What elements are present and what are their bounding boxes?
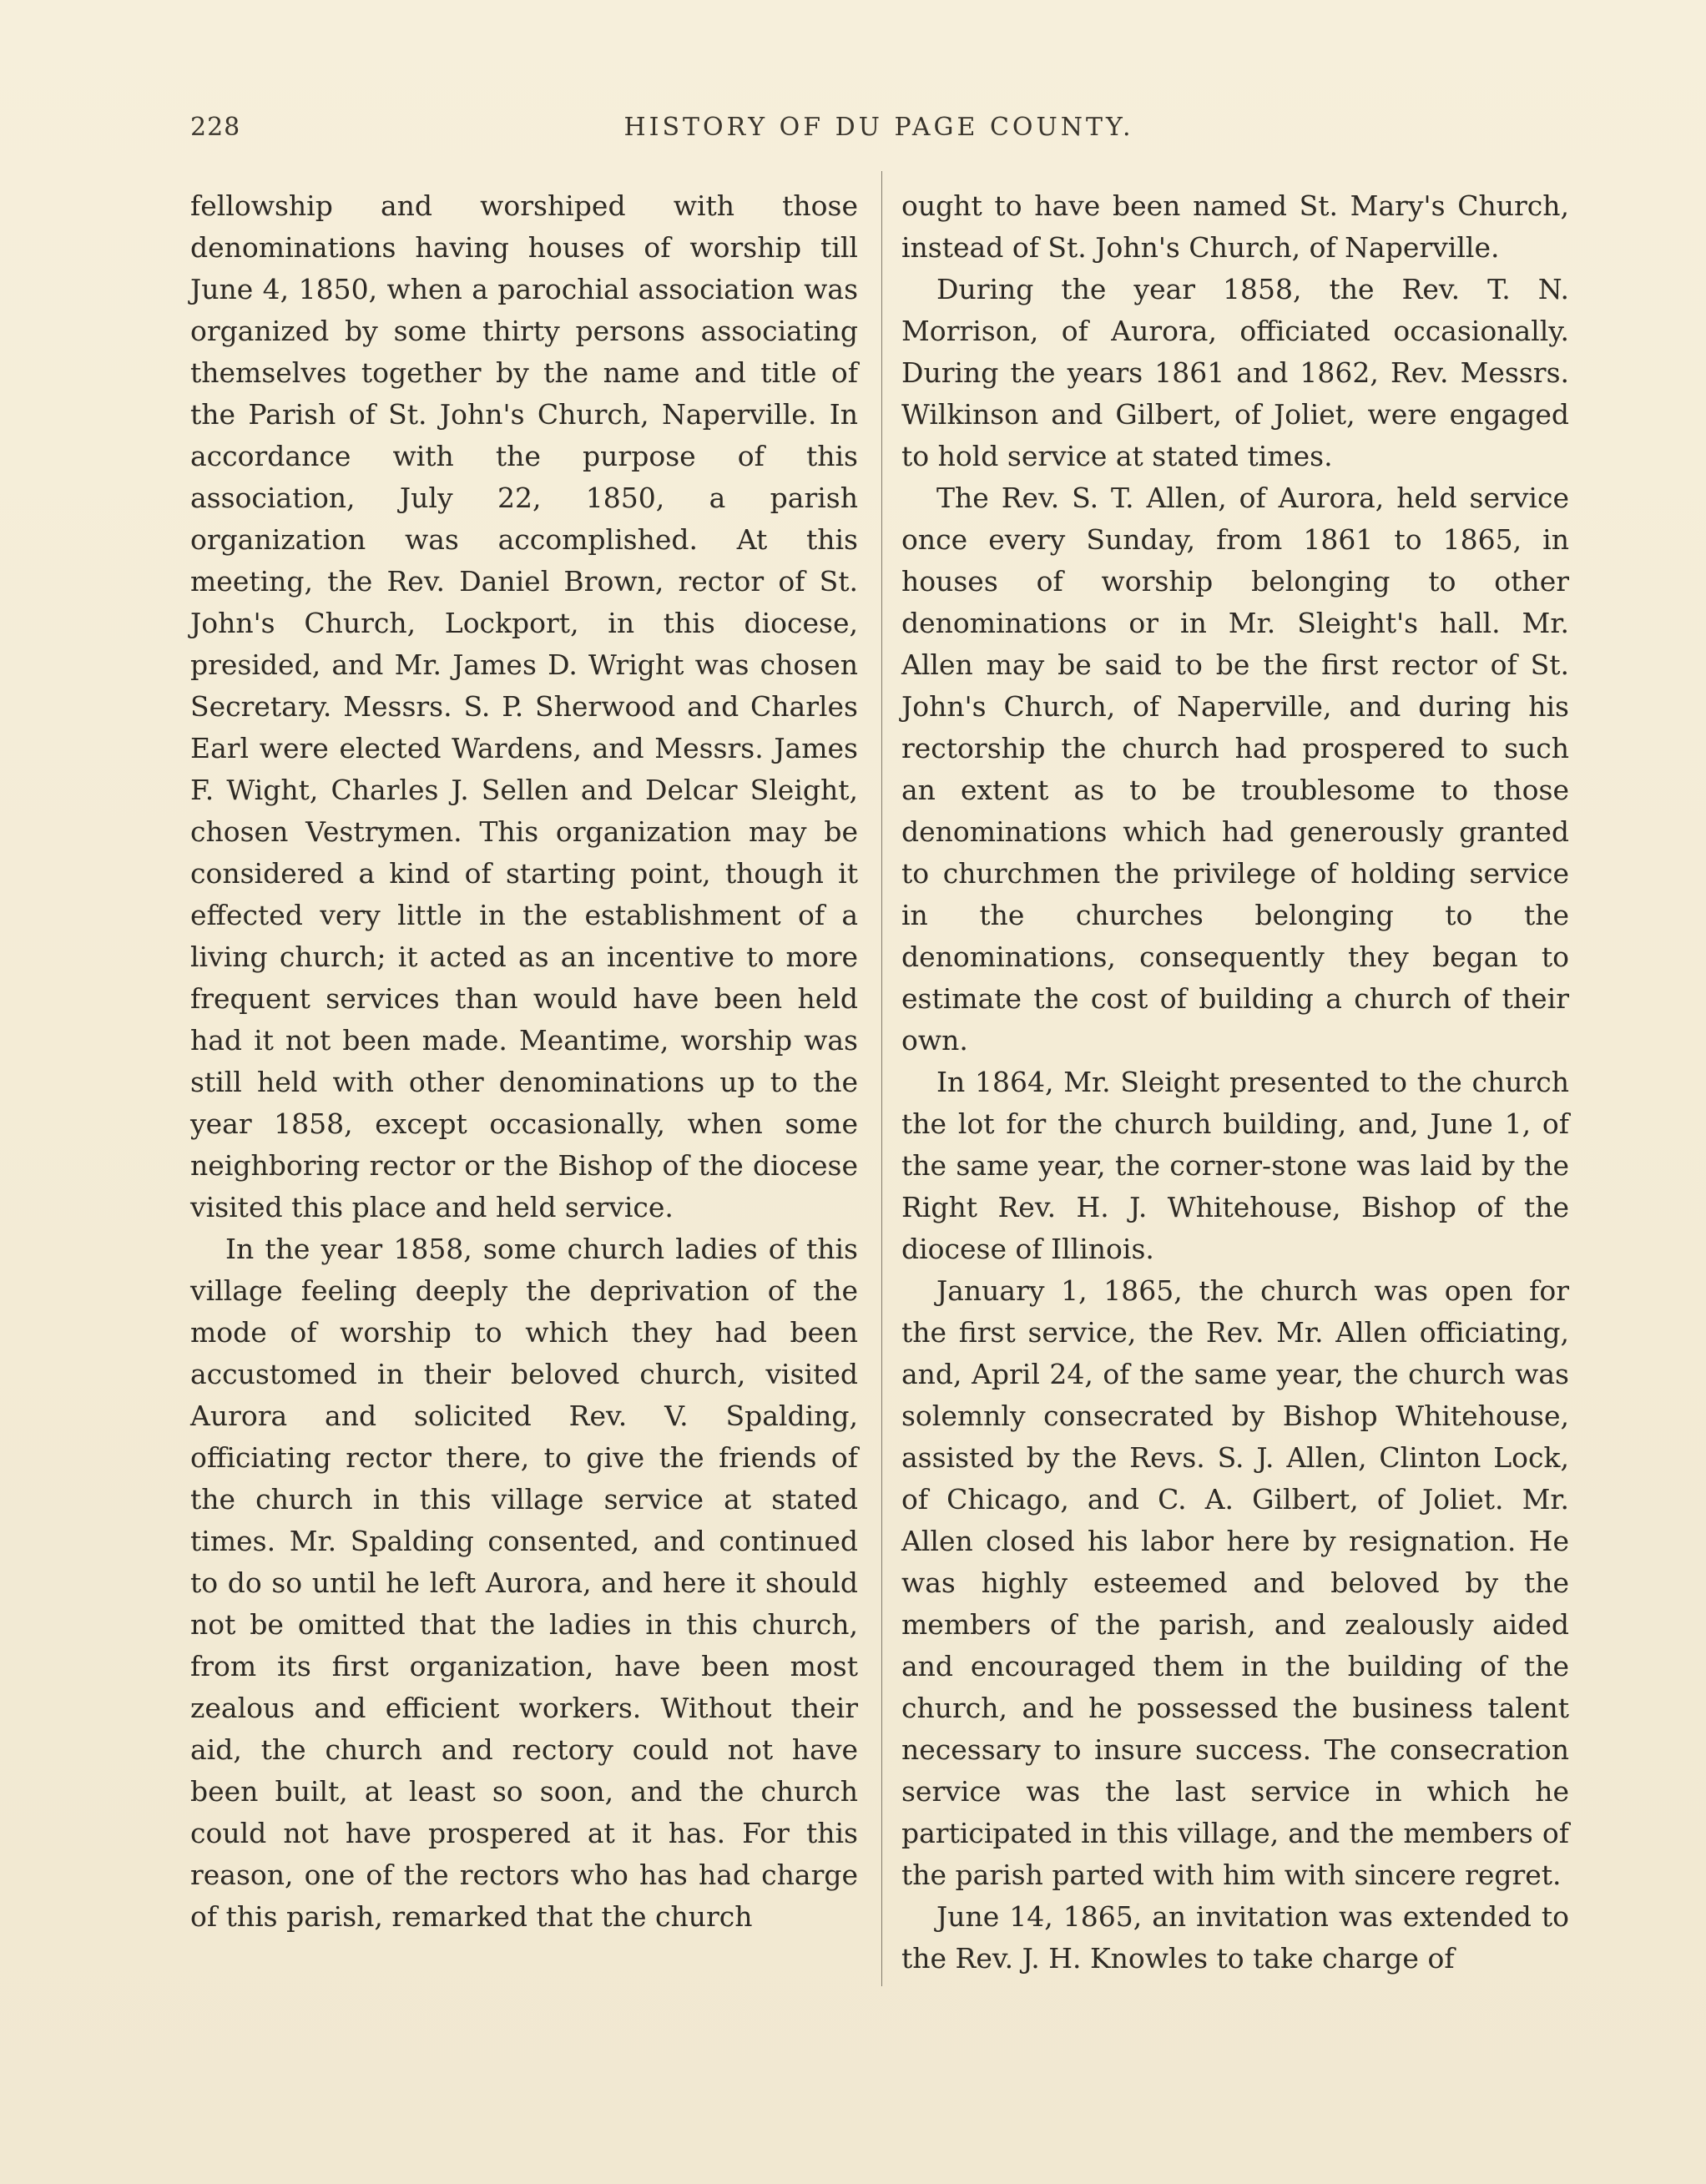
right-paragraph-1: ought to have been named St. Mary's Church, instead of St. John's Church, of Naperville. [901,189,1569,264]
right-paragraph-6: June 14, 1865, an invitation was extended to the Rev. J. H. Knowles to take charge of [901,1900,1569,1975]
right-column [901,185,1569,1980]
right-paragraph-2: During the year 1858, the Rev. T. N. Morrison, of Aurora, officiated occasionally. During the years 1861 and 1862, Rev. Messrs. Wilkinson and Gilbert, of Joliet, were engaged to hold service at stated times. [901,273,1569,472]
page-number: 228 [190,113,241,142]
right-paragraph-4: In 1864, Mr. Sleight presented to the church the lot for the church building, and, June 1, of the same year, the corner-stone was laid by the Right Rev. H. J. Whitehouse, Bishop of the diocese of Illinois. [901,1066,1569,1265]
left-column [190,185,858,1938]
left-paragraph-2: In the year 1858, some church ladies of this village feeling deeply the deprivation of the mode of worship to which they had been accustomed in their beloved church, visited Aurora and solicited Rev. V. Spalding, officiating rector there, to give the friends of the church in this village service at stated times. Mr. Spalding consented, and continued to do so until he left Aurora, and here it should not be omitted that the ladies in this church, from its first organization, have been most zealous and efficient workers. Without their aid, the church and rectory could not have been built, at least so soon, and the church could not have prospered at it has. For this reason, one of the rectors who has had charge of this parish, remarked that the church [190,1233,858,1933]
page-header [190,113,1567,163]
left-paragraph-1: fellowship and worshiped with those denominations having houses of worship till June 4, 1850, when a parochial association was organized by some thirty persons associating themselves together by the name and title of the Parish of St. John's Church, Naperville. In accordance with the purpose of this association, July 22, 1850, a parish organization was accomplished. At this meeting, the Rev. Daniel Brown, rector of St. John's Church, Lockport, in this diocese, presided, and Mr. James D. Wright was chosen Secretary. Messrs. S. P. Sherwood and Charles Earl were elected Wardens, and Messrs. James F. Wight, Charles J. Sellen and Delcar Sleight, chosen Vestrymen. This organization may be considered a kind of starting point, though it effected very little in the establishment of a living church; it acted as an incentive to more frequent services than would have been held had it not been made. Meantime, worship was still held with other denominations up to the year 1858, except occasionally, when some neighboring rector or the Bishop of the diocese visited this place and held service. [190,189,858,1223]
column-divider [881,171,882,1986]
right-paragraph-3: The Rev. S. T. Allen, of Aurora, held service once every Sunday, from 1861 to 1865, in houses of worship belonging to other denominations or in Mr. Sleight's hall. Mr. Allen may be said to be the first rector of St. John's Church, of Naperville, and during his rectorship the church had prospered to such an extent as to be troublesome to those denominations which had generously granted to churchmen the privilege of holding service in the churches belonging to the denominations, consequently they began to estimate the cost of building a church of their own. [901,482,1569,1057]
right-paragraph-5: January 1, 1865, the church was open for the first service, the Rev. Mr. Allen officiating, and, April 24, of the same year, the church was solemnly consecrated by Bishop Whitehouse, assisted by the Revs. S. J. Allen, Clinton Lock, of Chicago, and C. A. Gilbert, of Joliet. Mr. Allen closed his labor here by resignation. He was highly esteemed and beloved by the members of the parish, and zealously aided and encouraged them in the building of the church, and he possessed the business talent necessary to insure success. The consecration service was the last service in which he participated in this village, and the members of the parish parted with him with sincere regret. [901,1274,1569,1891]
running-title: HISTORY OF DU PAGE COUNTY. [623,113,1134,142]
